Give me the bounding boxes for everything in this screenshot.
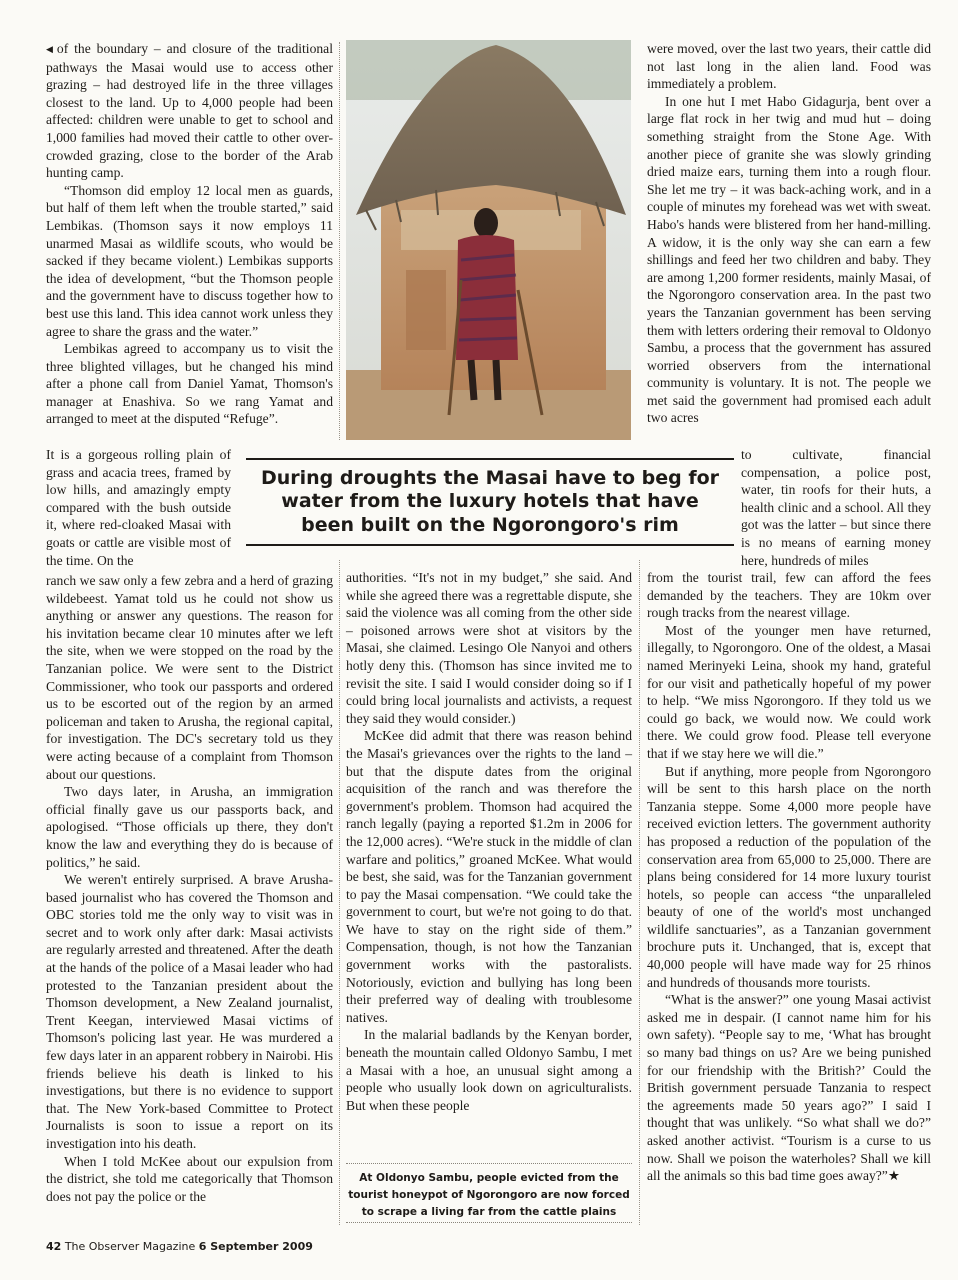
publication-name: The Observer Magazine [64, 1240, 196, 1253]
page-folio [46, 1240, 313, 1253]
paragraph: ranch we saw only a few zebra and a herd of grazing wildebeest. Yamat told us he could not show us anything or answer any questions. The reason for his invitation became clear 10 minutes after we left the site, when we were stopped on the road by the Tanzanian police. We were sent to the District Commissioner, who took our passports and ordered us to be escorted out of the region by an armed policeman and taken to Arusha, the regional capital, for investigation. The DC's secretary told us they were acting because of a complaint from Thomson about our questions. [46, 573, 333, 782]
column-1-wrap [46, 446, 231, 569]
paragraph: to cultivate, financial compensation, a police post, water, tin roofs for their huts, a health clinic and a school. All they got was the latter – but since there is no means of earning money here, hundreds of miles [741, 447, 931, 568]
paragraph: “What is the answer?” one young Masai activist asked me in despair. (I cannot name him for his own safety). “People say to me, ‘What has brought so many bad things on us? Are we being punished for our friendship with the British?’ Could the British government persuade Tanzania to respect the agreements made 50 years ago?” I said I thought that was unlikely. “So what shall we do?” asked another activist. “Tourism is a curse to us now. Shall we poison the waterholes? Shall we kill all the animals so this bad time goes away?”★ [647, 992, 931, 1184]
pull-quote: During droughts the Masai have to beg for water from the luxury hotels that have been built on the Ngorongoro's rim [246, 458, 734, 546]
paragraph: McKee did admit that there was reason behind the Masai's grievances over the rights to the land – but that the dispute dates from the original acquisition of the ranch and was therefore the government's problem. Thomson had acquired the ranch legally (paying a reported $1.2m in 2006 for the 12,000 acres). “We're stuck in the middle of clan warfare and politics,” groaned McKee. What would be best, she said, was for the Tanzanian government to pay the Masai compensation. “We could take the government to court, but we're not going to do that. We have to stay on the right side of them.” Compensation, though, is not how the Tanzanian government works with the pastoralists. Notoriously, eviction and bullying has long been their preferred way of dealing with troublesome natives. [346, 728, 632, 1025]
column-rule [339, 560, 340, 1225]
paragraph: We weren't entirely surprised. A brave Arusha-based journalist who has covered the Thomson and OBC stories told me the only way to visit was in secret and to work only after dark: Masai activists are regularly arrested and threatened. After the death at the hands of the police of a Masai leader who had protested to the Tanzanian president about the Thomson development, a New Zealand journalist, Trent Keegan, interviewed Masai victims of Thomson's policing last year. He was murdered a few days later in an apparent robbery in Nairobi. His friends believe his death is linked to his investigations, but there is no evidence to support that. The New York-based Committee to Protect Journalists is soon to issue a report on its investigation into his death. [46, 872, 333, 1151]
paragraph: were moved, over the last two years, their cattle did not last long in the alien land. Food was immediately a problem. [647, 41, 931, 92]
paragraph: authorities. “It's not in my budget,” she said. And while she agreed there was a regrettable dispute, she said the violence was all coming from the other side – poisoned arrows were shot at visitors by the Masai, she claimed. Lesingo Ole Nanyoi and others hotly deny this. (Thomson has since invited me to revisit the site. I said I would consider doing so if I could bring local journalists and activists, a request they said they would consider.) [346, 570, 632, 726]
paragraph: Two days later, in Arusha, an immigration official finally gave us our passports back, and apologised. “Those officials up there, they don't know the law and everything they do is because of politics,” he said. [46, 784, 333, 870]
column-3-top [647, 40, 931, 427]
paragraph: It is a gorgeous rolling plain of grass and acacia trees, framed by low hills, and amazingly empty compared with the bush outside it, where red-cloaked Masai with goats or cattle are visible most of the time. On the [46, 447, 231, 568]
paragraph: from the tourist trail, few can afford the fees demanded by the teachers. They are 10km over rough tracks from the nearest village. [647, 570, 931, 621]
paragraph: But if anything, more people from Ngorongoro will be sent to this harsh place on the north Tanzania steppe. Some 4,000 more people have received eviction letters. The government authority has proposed a reduction of the population of the conservation area from 65,000 to 25,000. There are plans being considered for 14 more luxury tourist hotels, so people can access “the unparalleled beauty of one of the world's most unchanged wildlife sanctuaries”, as a Tanzanian government brochure puts it. Unchanged, that is, except that 40,000 people will have made way for 25 rhinos and hundreds of thousands more tourists. [647, 763, 931, 990]
column-rule [339, 42, 340, 440]
paragraph: When I told McKee about our expulsion from the district, she told me categorically that Thomson does not pay the police or the [46, 1153, 333, 1204]
photo-caption: At Oldonyo Sambu, people evicted from the tourist honeypot of Ngorongoro are now forced to scrape a living far from the cattle plains [346, 1163, 632, 1223]
paragraph: Lembikas agreed to accompany us to visit the three blighted villages, but he changed his mind after a phone call from Daniel Yamat, Thomson's manager at Enashiva. So we rang Yamat and arranged to meet at the disputed “Refuge”. [46, 341, 333, 427]
paragraph: “Thomson did employ 12 local men as guards, but half of them left when the trouble started,” said Lembikas. (Thomson says it now employs 11 unarmed Masai as wildlife scouts, who would be sacked if they became violent.) Lembikas supports the idea of development, “but the Thomson people and the government have to discuss together how to best use this land. This idea cannot work unless they agree to share the grass and the water.” [46, 182, 333, 339]
photo-masai-man-hut [346, 40, 631, 440]
issue-date: 6 September 2009 [198, 1240, 313, 1253]
paragraph: Most of the younger men have returned, illegally, to Ngorongoro. One of the oldest, a Masai named Merinyeki Leina, shook my hand, grateful for our visit and pathetically hopeful of my power to help. “We miss Ngorongoro. If they told us we could go back, we would now. We could work there. We could grow food. Please tell everyone that if we stay here we will die.” [647, 622, 931, 761]
column-1-bottom [46, 572, 333, 1205]
paragraph: In the malarial badlands by the Kenyan border, beneath the mountain called Oldonyo Sambu, I met a Masai with a hoe, an unusual sight among a people who usually look down on agriculturalists. But when these people [346, 1027, 632, 1113]
column-3-bottom [647, 569, 931, 1185]
continued-arrow-icon: ◀ [46, 44, 53, 54]
paragraph: ◀ of the boundary – and closure of the traditional pathways the Masai would use to access other grazing – had destroyed life in the three villages closest to the land. Up to 4,000 people had been affected: children were unable to get to school and 1,000 families had moved their cattle to other over-crowded grazing, close to the border of the Arab hunting camp. [46, 41, 333, 181]
column-rule [639, 560, 640, 1225]
column-2 [346, 569, 632, 1114]
column-1-top [46, 40, 333, 428]
paragraph: In one hut I met Habo Gidagurja, bent over a large flat rock in her twig and mud hut – doing something straight from the Stone Age. With another piece of granite she was slowly grinding dried maize ears, turning them into a rough flour. She let me try – it was back-aching work, and in a couple of minutes my forehead was wet with sweat. Habo's hands were blistered from her hand-milling. A widow, it is the only way she can earn a few shillings and feed her two children and baby. They are among 1,200 former residents, mainly Masai, of the Ngorongoro conservation area. In the past two years the Tanzanian government has been serving them with letters ordering their removal to Oldonyo Sambu, a process that the government has assured worried observers from the international community is voluntary. It is not. The people we met said the government had promised each adult two acres [647, 93, 931, 426]
column-3-wrap [741, 446, 931, 569]
page-number: 42 [46, 1240, 62, 1253]
